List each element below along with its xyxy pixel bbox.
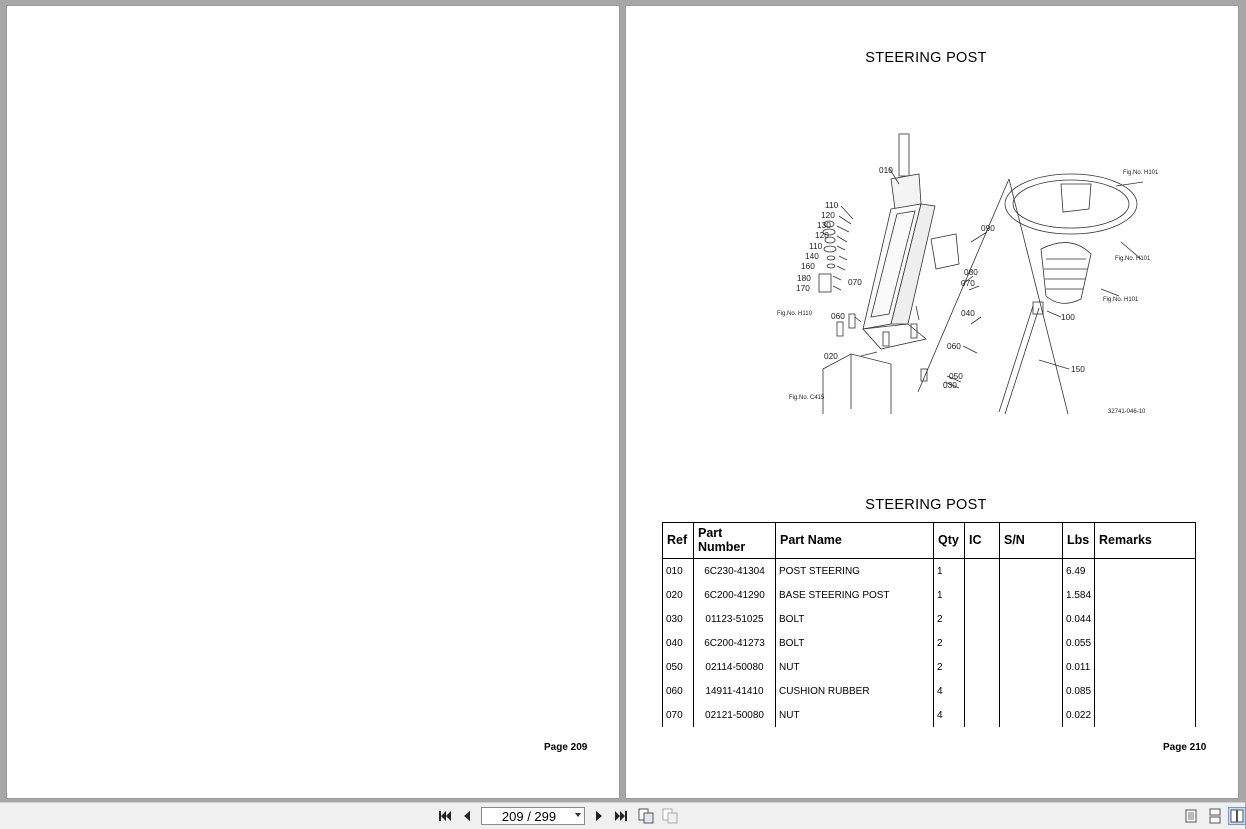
table-row	[663, 703, 1196, 727]
left-page	[7, 6, 619, 798]
figno-h101: Fig.No. H101	[1103, 297, 1139, 303]
parts-table	[662, 522, 1196, 727]
callout-160: 160	[801, 261, 815, 271]
cell-part-number: 01123-51025	[694, 607, 776, 631]
cell-ic	[965, 703, 1000, 727]
col-lbs-header: Lbs	[1063, 523, 1095, 559]
callout-110: 110	[825, 200, 839, 210]
cell-remarks	[1095, 703, 1196, 727]
fit-width-button[interactable]	[661, 807, 679, 825]
continuous-view-button[interactable]	[1206, 807, 1224, 825]
page-number-label: Page 210	[1163, 742, 1207, 753]
cell-qty: 1	[934, 559, 965, 584]
col-ic-header: IC	[965, 523, 1000, 559]
single-page-view-icon	[1185, 809, 1197, 823]
cell-part-number: 6C230-41304	[694, 559, 776, 584]
last-page-icon	[614, 810, 628, 822]
cell-part-name: BOLT	[776, 607, 934, 631]
table-row	[663, 679, 1196, 703]
cell-qty: 2	[934, 607, 965, 631]
prev-page-button[interactable]	[458, 807, 476, 825]
last-page-button[interactable]	[612, 807, 630, 825]
cell-sn	[1000, 607, 1063, 631]
cell-ref: 050	[663, 655, 694, 679]
cell-ic	[965, 607, 1000, 631]
cell-ref: 060	[663, 679, 694, 703]
cell-ref: 070	[663, 703, 694, 727]
cell-lbs: 0.022	[1063, 703, 1095, 727]
callout-120: 120	[821, 210, 835, 220]
cell-ic	[965, 655, 1000, 679]
cell-ic	[965, 631, 1000, 655]
table-title: STEERING POST	[865, 497, 987, 513]
callout-100: 100	[1061, 312, 1075, 322]
table-row	[663, 559, 1196, 584]
page-number-label: Page 209	[544, 742, 588, 753]
right-page	[626, 6, 1238, 798]
callout-070: 070	[848, 277, 862, 287]
callout-020: 020	[824, 351, 838, 361]
cell-ref: 020	[663, 583, 694, 607]
cell-qty: 4	[934, 679, 965, 703]
page-indicator: 209 / 299	[501, 808, 557, 824]
callout-120: 120	[815, 230, 829, 240]
cell-remarks	[1095, 679, 1196, 703]
cell-ic	[965, 559, 1000, 584]
table-row	[663, 631, 1196, 655]
diagram-title: STEERING POST	[865, 50, 987, 66]
cell-qty: 1	[934, 583, 965, 607]
cell-part-number: 14911-41410	[694, 679, 776, 703]
cell-sn	[1000, 559, 1063, 584]
callout-150: 150	[1071, 364, 1085, 374]
cell-ic	[965, 679, 1000, 703]
cell-lbs: 0.011	[1063, 655, 1095, 679]
viewer-toolbar	[0, 802, 1245, 829]
figno-h101: Fig.No. H101	[1123, 170, 1159, 176]
cell-remarks	[1095, 631, 1196, 655]
cell-ic	[965, 583, 1000, 607]
cell-lbs: 6.49	[1063, 559, 1095, 584]
drawing-code: 32741-046-10	[1108, 409, 1146, 415]
figno-h110: Fig.No. H110	[777, 311, 812, 317]
callout-080: 080	[964, 267, 978, 277]
cell-part-number: 6C200-41290	[694, 583, 776, 607]
callout-170: 170	[796, 283, 810, 293]
table-header-row	[663, 523, 1196, 559]
cell-ref: 030	[663, 607, 694, 631]
cell-qty: 4	[934, 703, 965, 727]
cell-qty: 2	[934, 631, 965, 655]
cell-sn	[1000, 583, 1063, 607]
cell-part-name: NUT	[776, 655, 934, 679]
callout-130: 130	[817, 220, 831, 230]
callout-040: 040	[961, 308, 975, 318]
table-row	[663, 655, 1196, 679]
callout-070: 070	[961, 278, 975, 288]
cell-lbs: 0.044	[1063, 607, 1095, 631]
col-ref-header: Ref	[663, 523, 694, 559]
callout-060: 060	[947, 341, 961, 351]
cell-remarks	[1095, 583, 1196, 607]
cell-part-name: POST STEERING	[776, 559, 934, 584]
cell-lbs: 0.085	[1063, 679, 1095, 703]
col-part-number-header: Part Number	[694, 523, 776, 559]
cell-part-number: 02114-50080	[694, 655, 776, 679]
callout-140: 140	[805, 251, 819, 261]
cell-qty: 2	[934, 655, 965, 679]
cell-remarks	[1095, 655, 1196, 679]
col-remarks-header: Remarks	[1095, 523, 1196, 559]
cell-sn	[1000, 655, 1063, 679]
col-part-name-header: Part Name	[776, 523, 934, 559]
cell-remarks	[1095, 559, 1196, 584]
figno-h101: Fig.No. H101	[1115, 256, 1151, 262]
cell-part-name: CUSHION RUBBER	[776, 679, 934, 703]
cell-ref: 010	[663, 559, 694, 584]
cell-part-number: 02121-50080	[694, 703, 776, 727]
callout-110: 110	[809, 241, 823, 251]
first-page-button[interactable]	[436, 807, 454, 825]
fit-page-icon	[638, 808, 654, 824]
fit-width-icon	[662, 808, 678, 824]
callout-180: 180	[797, 273, 811, 283]
cell-lbs: 0.055	[1063, 631, 1095, 655]
callout-090: 090	[981, 223, 995, 233]
cell-part-name: BOLT	[776, 631, 934, 655]
callout-060: 060	[831, 311, 845, 321]
cell-sn	[1000, 679, 1063, 703]
two-page-view-icon	[1230, 809, 1244, 823]
col-qty-header: Qty	[934, 523, 965, 559]
callout-030: 030	[943, 380, 957, 390]
callout-010: 010	[879, 165, 893, 175]
chevron-down-icon[interactable]	[575, 813, 581, 817]
continuous-view-icon	[1209, 808, 1221, 824]
col-sn-header: S/N	[1000, 523, 1063, 559]
single-page-view-button[interactable]	[1182, 807, 1200, 825]
cell-sn	[1000, 631, 1063, 655]
table-viewport	[626, 6, 1238, 721]
table-row	[663, 583, 1196, 607]
callout-050: 050	[949, 371, 963, 381]
two-page-view-button[interactable]	[1228, 807, 1246, 825]
cell-sn	[1000, 703, 1063, 727]
cell-part-name: BASE STEERING POST	[776, 583, 934, 607]
fit-page-button[interactable]	[637, 807, 655, 825]
cell-ref: 040	[663, 631, 694, 655]
table-row	[663, 607, 1196, 631]
cell-lbs: 1.584	[1063, 583, 1095, 607]
page-number-input[interactable]	[481, 807, 585, 825]
first-page-icon	[438, 810, 452, 822]
cell-part-number: 6C200-41273	[694, 631, 776, 655]
next-page-icon	[594, 810, 604, 822]
next-page-button[interactable]	[590, 807, 608, 825]
figno-c415: Fig.No. C415	[789, 395, 825, 401]
cell-part-name: NUT	[776, 703, 934, 727]
cell-remarks	[1095, 607, 1196, 631]
prev-page-icon	[462, 810, 472, 822]
